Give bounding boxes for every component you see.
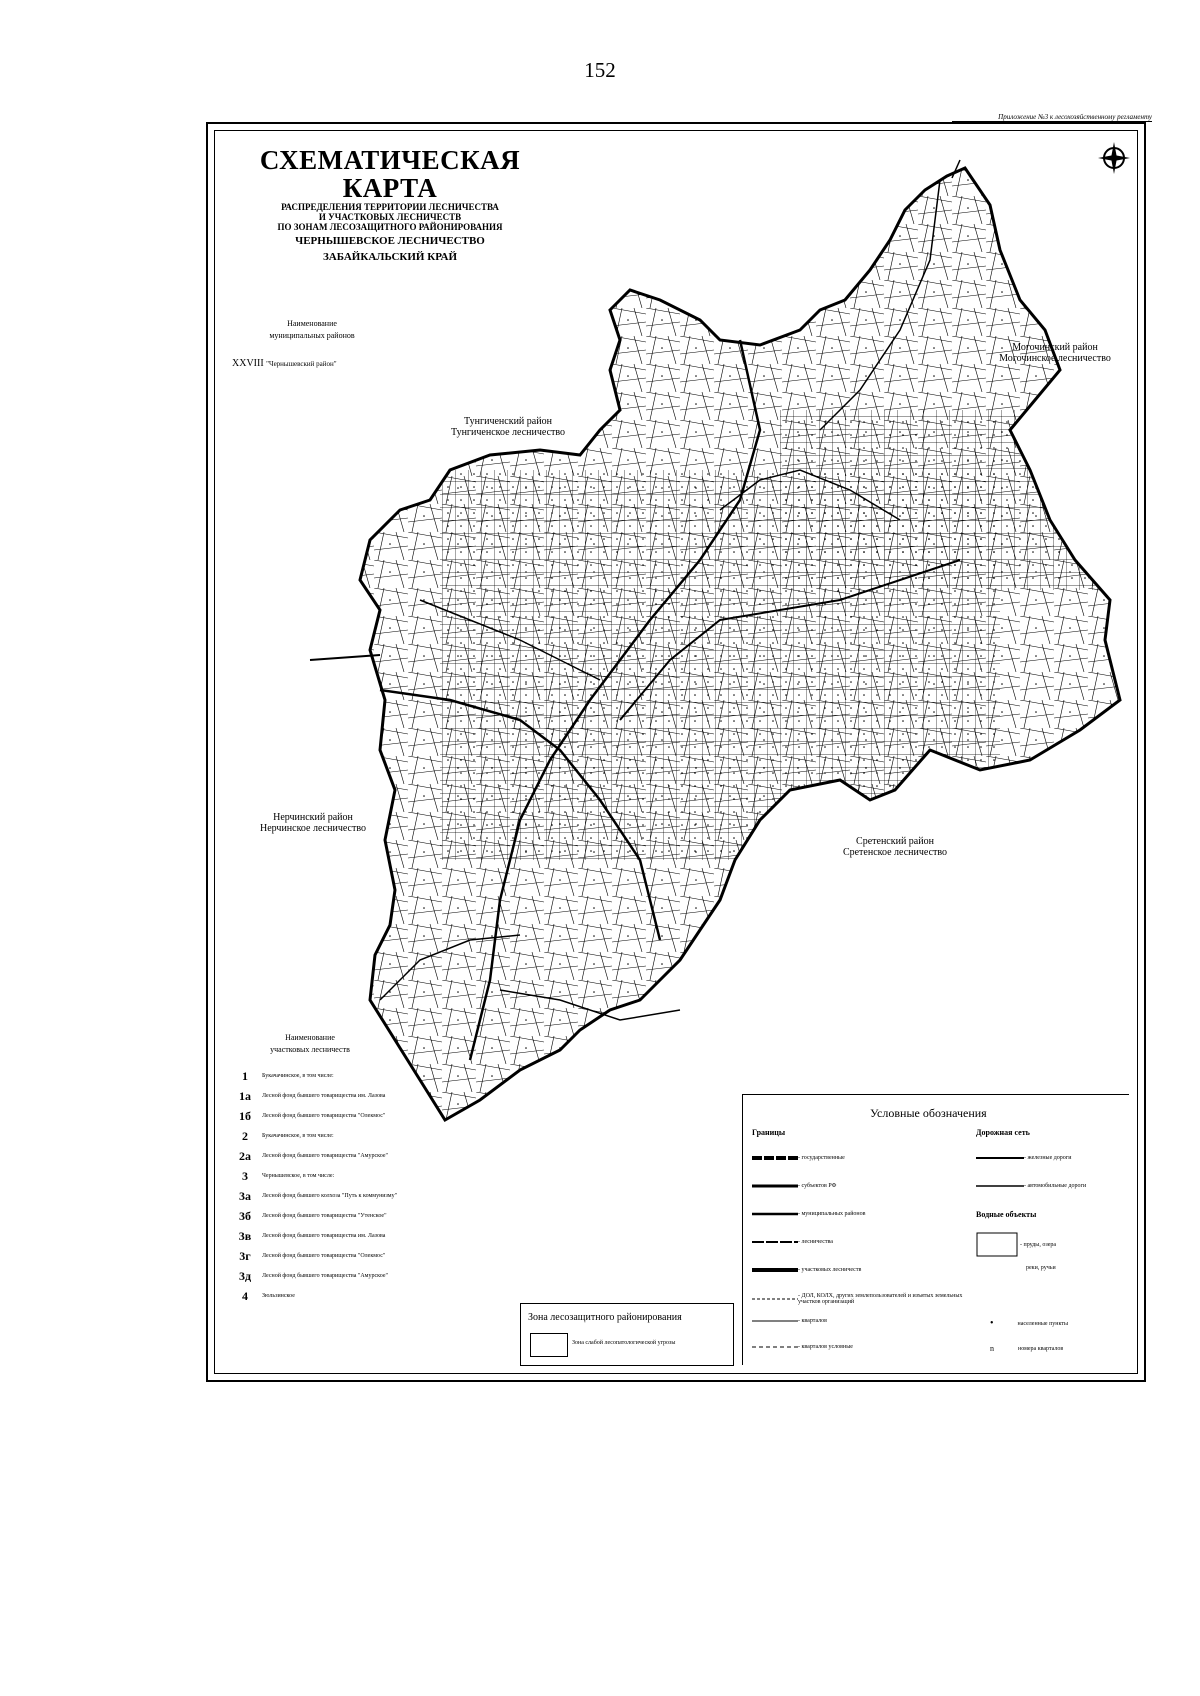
list-item: 1б Лесной фонд бывшего товарищества "Олекмос" bbox=[239, 1108, 386, 1123]
appendix-note: Приложение №3 к лесохозяйственному регламенту bbox=[952, 113, 1152, 122]
legend-border-subject: - субъектов РФ bbox=[798, 1183, 837, 1189]
legend-water-heading: Водные объекты bbox=[976, 1210, 1037, 1219]
legend-lakes: - пруды, озера bbox=[976, 1232, 1056, 1258]
legend-rivers: реки, ручьи bbox=[1026, 1265, 1056, 1271]
region-nerchinsk: Нерчинский район Нерчинское лесничество bbox=[260, 812, 366, 834]
list-item: 3в Лесной фонд бывшего товарищества им. Лазова bbox=[238, 1228, 386, 1243]
legend-border-uch: - участковых лесничеств bbox=[798, 1267, 862, 1273]
page-number: 152 bbox=[584, 58, 616, 82]
list-item: 3а Лесной фонд бывшего колхоза "Путь к коммунизму" bbox=[239, 1188, 398, 1203]
subtitle-line-2: И УЧАСТКОВЫХ ЛЕСНИЧЕСТВ bbox=[318, 212, 462, 222]
legend-border-quarters: - кварталов bbox=[798, 1318, 827, 1324]
map-title: СХЕМАТИЧЕСКАЯ КАРТА bbox=[259, 145, 521, 203]
region-mogocha: Могочинский район Могочинское лесничество bbox=[999, 342, 1111, 364]
legend-title: Условные обозначения bbox=[870, 1106, 987, 1120]
legend-border-municipal: - муниципальных районов bbox=[798, 1211, 866, 1217]
legend-quarter-numbers: n номера кварталов bbox=[990, 1344, 1064, 1353]
krai-name: ЗАБАЙКАЛЬСКИЙ КРАЙ bbox=[322, 251, 458, 263]
legend-roads-heading: Дорожная сеть bbox=[976, 1128, 1030, 1137]
zone-swatch bbox=[530, 1333, 568, 1357]
subtitle-line-1: РАСПРЕДЕЛЕНИЯ ТЕРРИТОРИИ ЛЕСНИЧЕСТВА bbox=[281, 202, 499, 212]
legend-road: - автомобильные дороги bbox=[1024, 1183, 1087, 1189]
forestry-name: ЧЕРНЫШЕВСКОЕ ЛЕСНИЧЕСТВО bbox=[295, 235, 485, 247]
list-item: 3г Лесной фонд бывшего товарищества "Олекмос" bbox=[239, 1248, 386, 1263]
list-item: 3б Лесной фонд бывшего товарищества "Утенское" bbox=[239, 1208, 387, 1223]
legend-border-quarters-cond: - кварталов условные bbox=[798, 1344, 853, 1350]
region-sretensk: Сретенский район Сретенское лесничество bbox=[842, 836, 948, 858]
zone-title: Зона лесозащитного районирования bbox=[528, 1312, 682, 1323]
title-block bbox=[230, 146, 550, 264]
legend-box bbox=[742, 1094, 1129, 1365]
subtitle-line-3: ПО ЗОНАМ ЛЕСОЗАЩИТНОГО РАЙОНИРОВАНИЯ bbox=[277, 222, 503, 232]
list-item: 2а Лесной фонд бывшего товарищества "Амурское" bbox=[239, 1148, 388, 1163]
municipal-code: XXVIII "Чернышевский район" bbox=[232, 358, 337, 369]
list-item: 3д Лесной фонд бывшего товарищества "Амурское" bbox=[238, 1268, 388, 1283]
list-item: 1 Букачачинское, в том числе: bbox=[242, 1068, 334, 1083]
region-tungir: Тунгиченский район Тунгиченское лесничество bbox=[450, 416, 566, 438]
list-item: 3 Чернышевское, в том числе: bbox=[242, 1168, 335, 1183]
list-item: 4 Зюльзинское bbox=[242, 1288, 295, 1303]
legend-railway: - железные дороги bbox=[1024, 1155, 1072, 1161]
legend-settlements: • населенные пункты bbox=[990, 1318, 1068, 1329]
list-item: 2 Букачачинское, в том числе: bbox=[242, 1128, 334, 1143]
legend-border-forestry: - лесничества bbox=[798, 1239, 833, 1245]
legend-border-state: - государственные bbox=[798, 1155, 845, 1161]
municipal-heading: Наименование муниципальных районов bbox=[269, 319, 355, 340]
compass-rose-icon bbox=[1096, 140, 1132, 176]
list-item: 1а Лесной фонд бывшего товарищества им. Лазова bbox=[239, 1088, 386, 1103]
legend-borders-heading: Границы bbox=[752, 1128, 786, 1137]
zone-label: Зона слабой лесопатологической угрозы bbox=[572, 1340, 676, 1346]
legend-border-users: - ДОЛ, КОЛХ, других землепользователей и изъятых земельных участков организаций bbox=[798, 1293, 963, 1305]
uch-heading: Наименование участковых лесничеств bbox=[270, 1033, 350, 1054]
uch-list bbox=[228, 1066, 428, 1306]
